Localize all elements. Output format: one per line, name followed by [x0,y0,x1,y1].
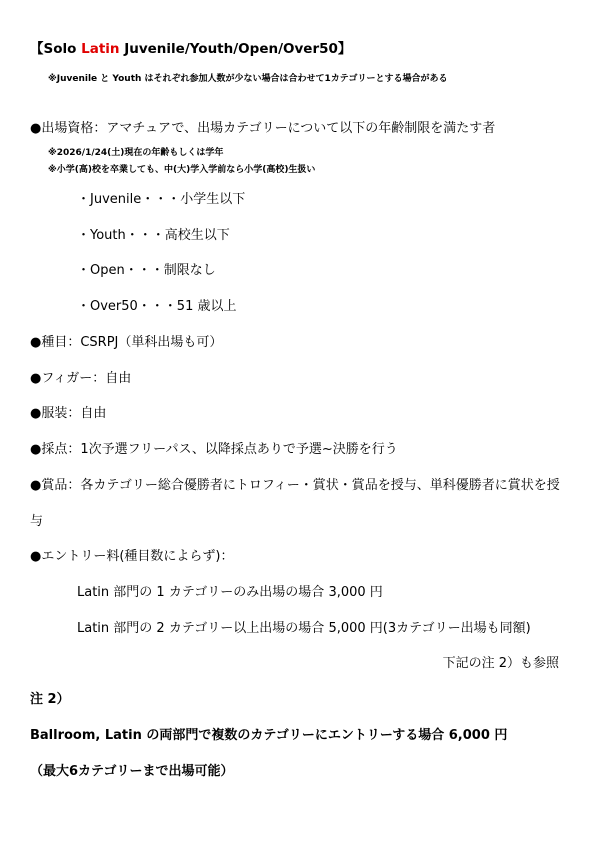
title-suffix: Juvenile/Youth/Open/Over50】 [119,41,352,57]
category-youth: ・Youth・・・高校生以下 [77,228,230,243]
note-2-text: Ballroom, Latin の両部門で複数のカテゴリーにエントリーする場合 6,000 円 [30,728,508,743]
category-open: ・Open・・・制限なし [77,263,216,278]
title-note: ※Juvenile と Youth はそれぞれ参加人数が少ない場合は合わせて1カテゴリーとする場合がある [48,74,448,84]
prizes-line-2: 与 [30,514,44,529]
prizes-line-1: ●賞品：各カテゴリー総合優勝者にトロフィー・賞状・賞品を授与、単科優勝者に賞状を授 [30,478,560,493]
category-over50: ・Over50・・・51 歳以上 [77,299,237,314]
title-highlight-latin: Latin [81,41,120,57]
title-prefix: 【Solo [30,41,82,57]
eligibility-heading: ●出場資格：アマチュアで、出場カテゴリーについて以下の年齢制限を満たす者 [30,121,496,136]
note-2-max: （最大6カテゴリーまで出場可能） [30,764,234,779]
entry-fee-heading: ●エントリー料(種目数によらず)： [30,549,234,564]
entry-fee-2: Latin 部門の 2 カテゴリー以上出場の場合 5,000 円(3カテゴリー出場も同額) [77,621,531,636]
category-juvenile: ・Juvenile・・・小学生以下 [77,192,246,207]
eligibility-note-1: ※2026/1/24(土)現在の年齢もしくは学年 [48,148,224,158]
entry-fee-1: Latin 部門の 1 カテゴリーのみ出場の場合 3,000 円 [77,585,383,600]
costume-line: ●服装：自由 [30,406,107,421]
eligibility-note-2: ※小学(高)校を卒業しても、中(大)学入学前なら小学(高校)生扱い [48,165,316,175]
entry-fee-reference: 下記の注 2）も参照 [442,656,559,671]
note-2-label: 注 2） [30,692,70,707]
event-line: ●種目：CSRPJ（単科出場も可） [30,335,223,350]
judging-line: ●採点：1次予選フリーパス、以降採点ありで予選~決勝を行う [30,442,398,457]
page-title [30,43,351,57]
figure-line: ●フィガー：自由 [30,371,132,386]
